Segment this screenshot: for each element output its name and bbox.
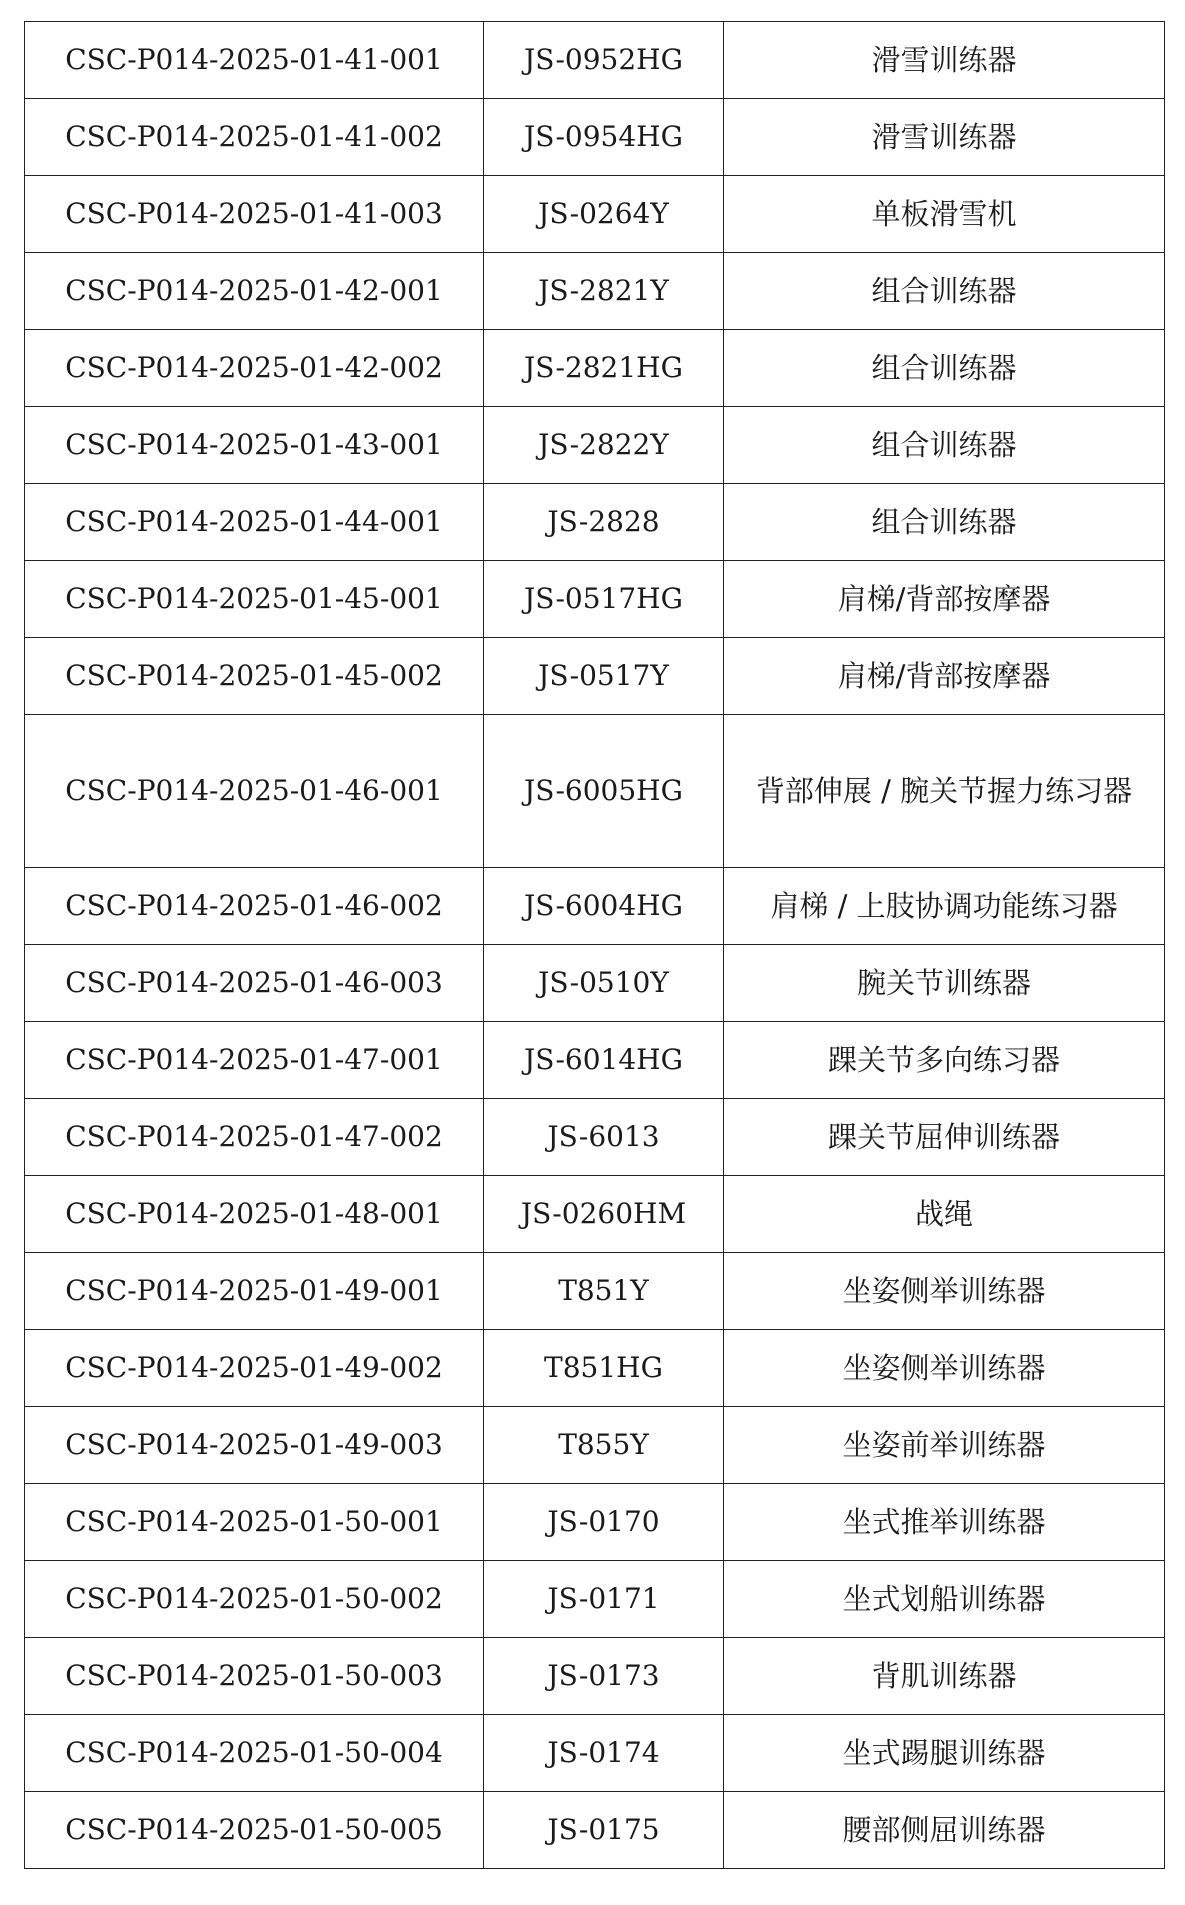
table-row bbox=[25, 330, 1165, 407]
code-cell: CSC-P014-2025-01-45-001 bbox=[25, 561, 484, 638]
model-cell: JS-0260HM bbox=[484, 1176, 724, 1253]
model-cell: JS-0173 bbox=[484, 1638, 724, 1715]
name-cell: 肩梯/背部按摩器 bbox=[724, 561, 1165, 638]
name-cell: 滑雪训练器 bbox=[724, 99, 1165, 176]
table-row bbox=[25, 638, 1165, 715]
product-table-body bbox=[25, 22, 1165, 1869]
model-cell: JS-0517HG bbox=[484, 561, 724, 638]
code-cell: CSC-P014-2025-01-46-001 bbox=[25, 715, 484, 868]
name-cell: 滑雪训练器 bbox=[724, 22, 1165, 99]
table-row bbox=[25, 1099, 1165, 1176]
code-cell: CSC-P014-2025-01-47-002 bbox=[25, 1099, 484, 1176]
table-row bbox=[25, 945, 1165, 1022]
code-cell: CSC-P014-2025-01-42-001 bbox=[25, 253, 484, 330]
name-cell: 背肌训练器 bbox=[724, 1638, 1165, 1715]
table-row bbox=[25, 99, 1165, 176]
code-cell: CSC-P014-2025-01-47-001 bbox=[25, 1022, 484, 1099]
model-cell: T855Y bbox=[484, 1407, 724, 1484]
name-cell: 背部伸展 / 腕关节握力练习器 bbox=[724, 715, 1165, 868]
name-cell: 坐姿前举训练器 bbox=[724, 1407, 1165, 1484]
model-cell: JS-0264Y bbox=[484, 176, 724, 253]
name-cell: 踝关节多向练习器 bbox=[724, 1022, 1165, 1099]
code-cell: CSC-P014-2025-01-46-003 bbox=[25, 945, 484, 1022]
table-row bbox=[25, 22, 1165, 99]
model-cell: JS-2822Y bbox=[484, 407, 724, 484]
model-cell: JS-0954HG bbox=[484, 99, 724, 176]
code-cell: CSC-P014-2025-01-43-001 bbox=[25, 407, 484, 484]
model-cell: T851Y bbox=[484, 1253, 724, 1330]
table-row bbox=[25, 868, 1165, 945]
code-cell: CSC-P014-2025-01-49-002 bbox=[25, 1330, 484, 1407]
code-cell: CSC-P014-2025-01-45-002 bbox=[25, 638, 484, 715]
model-cell: JS-2828 bbox=[484, 484, 724, 561]
table-row bbox=[25, 176, 1165, 253]
code-cell: CSC-P014-2025-01-49-001 bbox=[25, 1253, 484, 1330]
code-cell: CSC-P014-2025-01-41-001 bbox=[25, 22, 484, 99]
table-row bbox=[25, 561, 1165, 638]
code-cell: CSC-P014-2025-01-50-002 bbox=[25, 1561, 484, 1638]
name-cell: 腰部侧屈训练器 bbox=[724, 1792, 1165, 1869]
name-cell: 腕关节训练器 bbox=[724, 945, 1165, 1022]
model-cell: JS-6014HG bbox=[484, 1022, 724, 1099]
table-row bbox=[25, 1330, 1165, 1407]
name-cell: 肩梯 / 上肢协调功能练习器 bbox=[724, 868, 1165, 945]
code-cell: CSC-P014-2025-01-44-001 bbox=[25, 484, 484, 561]
name-cell: 肩梯/背部按摩器 bbox=[724, 638, 1165, 715]
code-cell: CSC-P014-2025-01-42-002 bbox=[25, 330, 484, 407]
code-cell: CSC-P014-2025-01-41-003 bbox=[25, 176, 484, 253]
table-row bbox=[25, 1561, 1165, 1638]
model-cell: JS-0952HG bbox=[484, 22, 724, 99]
code-cell: CSC-P014-2025-01-46-002 bbox=[25, 868, 484, 945]
name-cell: 坐姿侧举训练器 bbox=[724, 1253, 1165, 1330]
model-cell: JS-6004HG bbox=[484, 868, 724, 945]
table-row bbox=[25, 715, 1165, 868]
model-cell: T851HG bbox=[484, 1330, 724, 1407]
model-cell: JS-6005HG bbox=[484, 715, 724, 868]
code-cell: CSC-P014-2025-01-50-005 bbox=[25, 1792, 484, 1869]
name-cell: 组合训练器 bbox=[724, 330, 1165, 407]
model-cell: JS-2821HG bbox=[484, 330, 724, 407]
name-cell: 组合训练器 bbox=[724, 484, 1165, 561]
name-cell: 坐式划船训练器 bbox=[724, 1561, 1165, 1638]
table-row bbox=[25, 1792, 1165, 1869]
name-cell: 组合训练器 bbox=[724, 253, 1165, 330]
model-cell: JS-0174 bbox=[484, 1715, 724, 1792]
table-row bbox=[25, 1715, 1165, 1792]
model-cell: JS-0170 bbox=[484, 1484, 724, 1561]
code-cell: CSC-P014-2025-01-50-001 bbox=[25, 1484, 484, 1561]
code-cell: CSC-P014-2025-01-48-001 bbox=[25, 1176, 484, 1253]
name-cell: 单板滑雪机 bbox=[724, 176, 1165, 253]
code-cell: CSC-P014-2025-01-49-003 bbox=[25, 1407, 484, 1484]
table-row bbox=[25, 484, 1165, 561]
code-cell: CSC-P014-2025-01-50-004 bbox=[25, 1715, 484, 1792]
table-row bbox=[25, 1638, 1165, 1715]
name-cell: 组合训练器 bbox=[724, 407, 1165, 484]
table-row bbox=[25, 1407, 1165, 1484]
code-cell: CSC-P014-2025-01-50-003 bbox=[25, 1638, 484, 1715]
name-cell: 坐式推举训练器 bbox=[724, 1484, 1165, 1561]
code-cell: CSC-P014-2025-01-41-002 bbox=[25, 99, 484, 176]
name-cell: 坐姿侧举训练器 bbox=[724, 1330, 1165, 1407]
model-cell: JS-6013 bbox=[484, 1099, 724, 1176]
name-cell: 踝关节屈伸训练器 bbox=[724, 1099, 1165, 1176]
table-row bbox=[25, 1484, 1165, 1561]
model-cell: JS-2821Y bbox=[484, 253, 724, 330]
name-cell: 战绳 bbox=[724, 1176, 1165, 1253]
table-row bbox=[25, 1253, 1165, 1330]
table-row bbox=[25, 407, 1165, 484]
product-table-container bbox=[24, 21, 1164, 1869]
model-cell: JS-0171 bbox=[484, 1561, 724, 1638]
name-cell: 坐式踢腿训练器 bbox=[724, 1715, 1165, 1792]
model-cell: JS-0517Y bbox=[484, 638, 724, 715]
model-cell: JS-0175 bbox=[484, 1792, 724, 1869]
model-cell: JS-0510Y bbox=[484, 945, 724, 1022]
table-row bbox=[25, 1176, 1165, 1253]
table-row bbox=[25, 1022, 1165, 1099]
table-row bbox=[25, 253, 1165, 330]
product-table bbox=[24, 21, 1165, 1869]
